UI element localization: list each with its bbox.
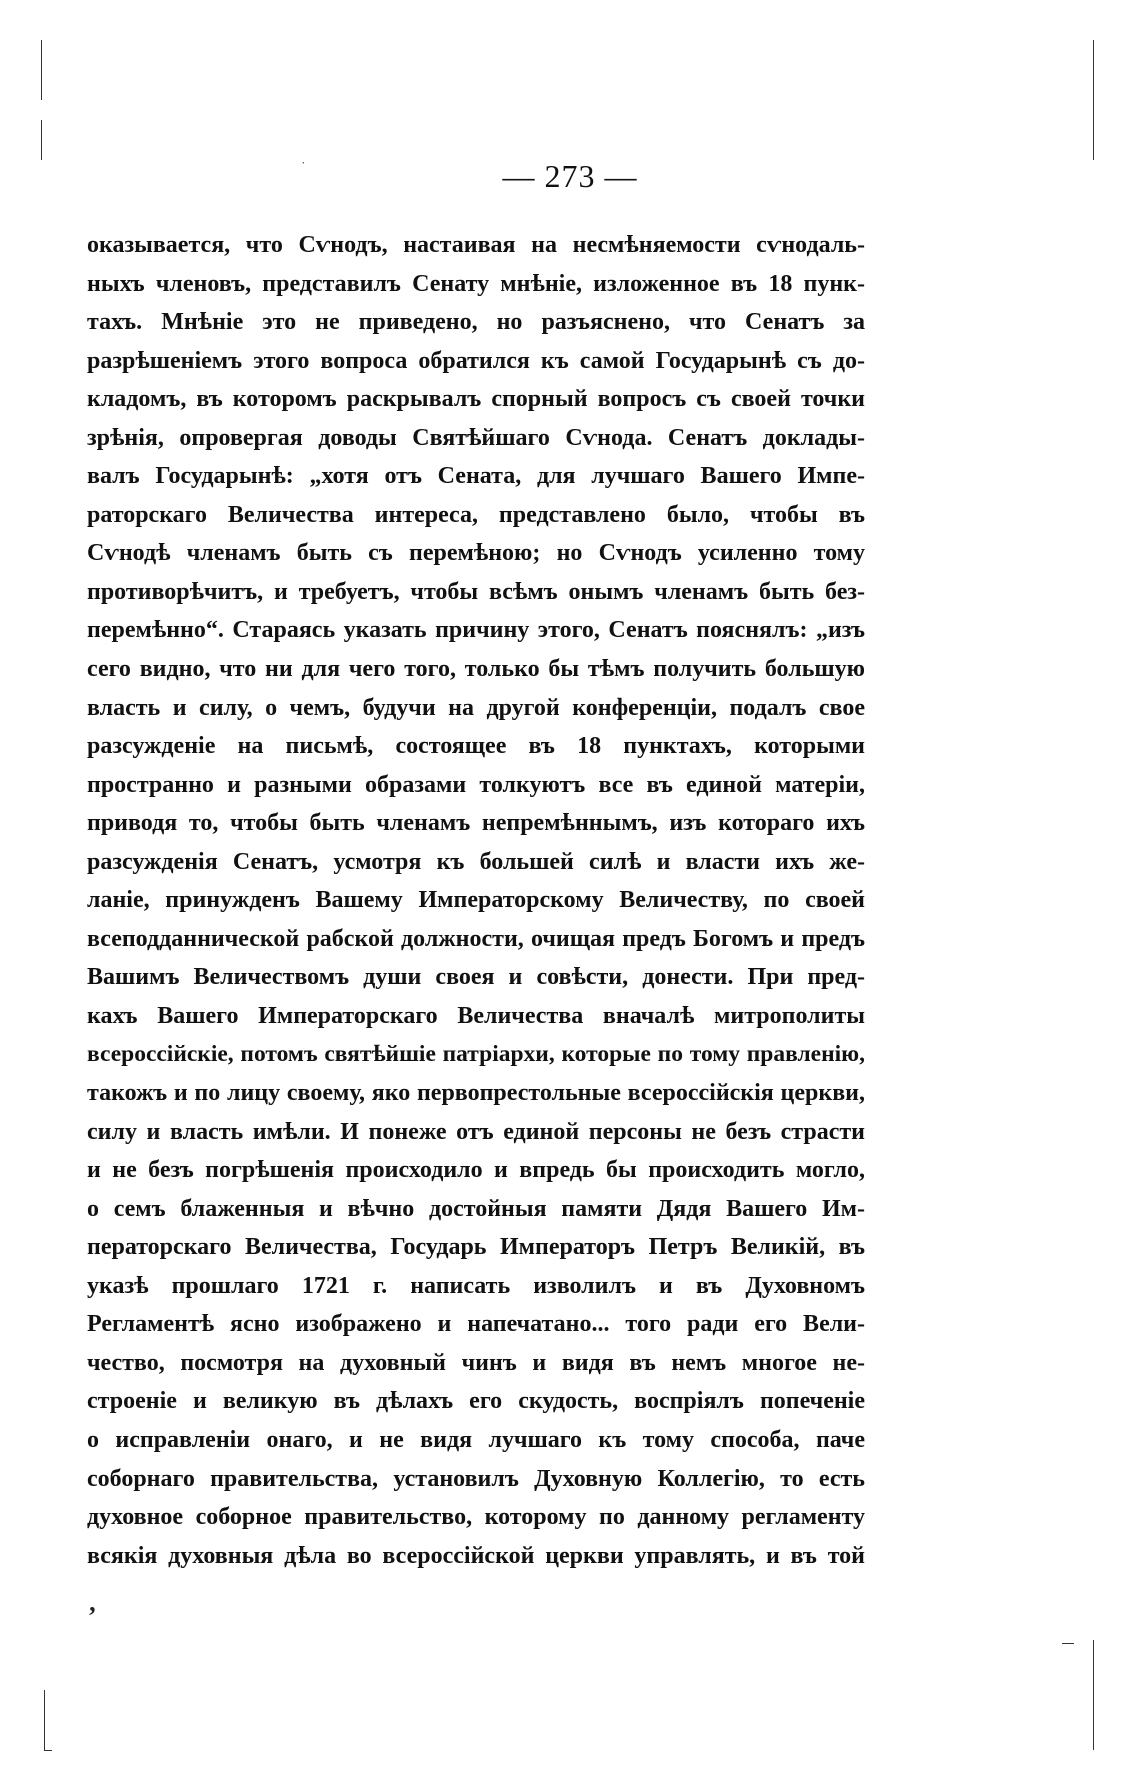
text-line: всеподданнической рабской должности, очищая предъ Богомъ и предъ: [87, 925, 865, 952]
text-line: противорѣчитъ, и требуетъ, чтобы всѣмъ онымъ членамъ быть без-: [87, 578, 865, 605]
text-line: валъ Государынѣ: „хотя отъ Сената, для лучшаго Вашего Импе-: [87, 463, 865, 490]
body-text: [87, 226, 865, 1575]
scan-speck: ‚: [88, 1588, 97, 1617]
text-line: тахъ. Мнѣніе это не приведено, но разъяснено, что Сенатъ за: [87, 309, 865, 336]
page-number: — 273 —: [502, 158, 638, 194]
text-line: силу и власть имѣли. И понеже отъ единой персоны не безъ страсти: [87, 1118, 865, 1145]
text-line: перемѣнно“. Стараясь указать причину этого, Сенатъ пояснялъ: „изъ: [87, 617, 865, 644]
text-line: и не безъ погрѣшенія происходило и впредь бы происходить могло,: [87, 1157, 865, 1184]
text-line: приводя то, чтобы быть членамъ непремѣннымъ, изъ котораго ихъ: [87, 810, 865, 837]
text-line: Вашимъ Величествомъ души своея и совѣсти, донести. При пред-: [87, 964, 865, 991]
text-line: раторскаго Величества интереса, представлено было, чтобы въ: [87, 501, 865, 528]
text-line: о семъ блаженныя и вѣчно достойныя памяти Дядя Вашего Им-: [87, 1195, 865, 1222]
scan-speck: ˙: [301, 160, 306, 175]
text-line: такожъ и по лицу своему, яко первопрестольные всероссійскія церкви,: [87, 1080, 865, 1107]
scan-edge-mark: [41, 40, 42, 100]
scan-edge-mark: [41, 120, 42, 160]
text-line: духовное соборное правительство, которому по данному регламенту: [87, 1504, 865, 1531]
text-line: кладомъ, въ которомъ раскрывалъ спорный вопросъ съ своей точки: [87, 386, 865, 413]
text-line: о исправленіи онаго, и не видя лучшаго къ тому способа, паче: [87, 1426, 865, 1453]
text-line: пространно и разными образами толкуютъ все въ единой матеріи,: [87, 771, 865, 798]
text-line: соборнаго правительства, установилъ Духовную Коллегію, то есть: [87, 1465, 865, 1492]
scan-edge-mark: [1093, 40, 1094, 160]
scan-edge-mark: [44, 1690, 45, 1750]
text-line: ланіе, принужденъ Вашему Императорскому Величеству, по своей: [87, 887, 865, 914]
text-line: ператорскаго Величества, Государь Императоръ Петръ Великій, въ: [87, 1234, 865, 1261]
text-line: сего видно, что ни для чего того, только бы тѣмъ получить большую: [87, 656, 865, 683]
scan-edge-mark: [44, 1750, 52, 1751]
text-line: указѣ прошлаго 1721 г. написать изволилъ и въ Духовномъ: [87, 1272, 865, 1299]
text-line: зрѣнія, опровергая доводы Святѣйшаго Сѵнода. Сенатъ доклады-: [87, 424, 865, 451]
text-line: ныхъ членовъ, представилъ Сенату мнѣніе, изложенное въ 18 пунк-: [87, 270, 865, 297]
text-line: разрѣшеніемъ этого вопроса обратился къ самой Государынѣ съ до-: [87, 347, 865, 374]
text-line: строеніе и великую въ дѣлахъ его скудость, воспріялъ попеченіе: [87, 1388, 865, 1415]
text-line: всякія духовныя дѣла во всероссійской церкви управлять, и въ той: [87, 1542, 865, 1569]
scan-edge-mark: [1062, 1643, 1074, 1644]
text-line: Сѵнодѣ членамъ быть съ перемѣною; но Сѵнодъ усиленно тому: [87, 540, 865, 567]
text-line: кахъ Вашего Императорскаго Величества вначалѣ митрополиты: [87, 1002, 865, 1029]
text-line: чество, посмотря на духовный чинъ и видя въ немъ многое не-: [87, 1349, 865, 1376]
text-line: власть и силу, о чемъ, будучи на другой конференціи, подалъ свое: [87, 694, 865, 721]
text-line: Регламентѣ ясно изображено и напечатано... того ради его Вели-: [87, 1311, 865, 1338]
text-line: разсужденія Сенатъ, усмотря къ большей силѣ и власти ихъ же-: [87, 848, 865, 875]
text-line: всероссійскіе, потомъ святѣйшіе патріархи, которые по тому правленію,: [87, 1041, 865, 1068]
text-line: разсужденіе на письмѣ, состоящее въ 18 пунктахъ, которыми: [87, 733, 865, 760]
scan-edge-mark: [1093, 1640, 1094, 1750]
text-line: оказывается, что Сѵнодъ, настаивая на несмѣняемости сѵнодаль-: [87, 232, 865, 258]
